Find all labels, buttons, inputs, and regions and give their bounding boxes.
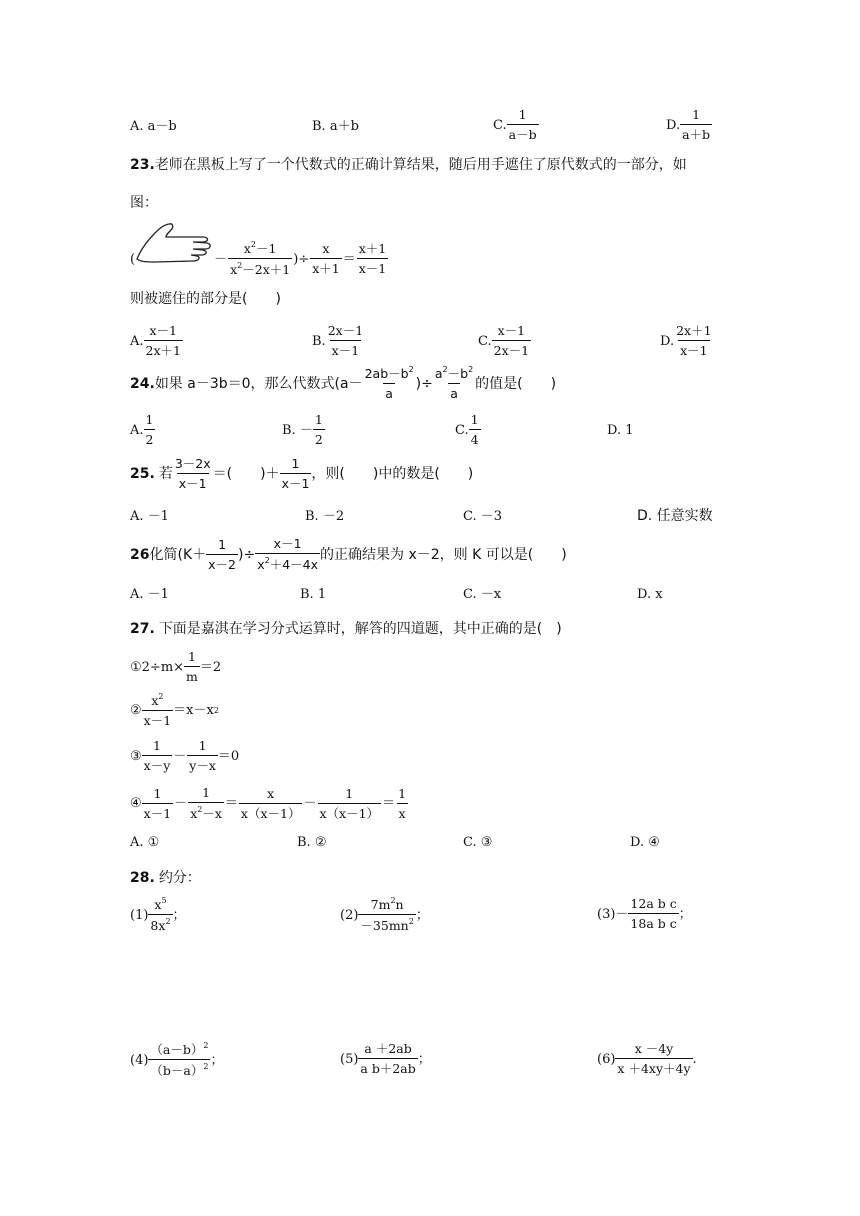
- q23-option-c: C. $\frac{x-1}{2x-1}$: [478, 323, 530, 359]
- q27-option-d: D. ④: [630, 835, 660, 850]
- q28-part-2: (2) $\frac{7m^2n}{-35mn^2}$ ；: [340, 896, 429, 934]
- q25-option-a: A. －1: [130, 509, 169, 524]
- q23-text-line1: 23.老师在黑板上写了一个代数式的正确计算结果，随后用手遮住了原代数式的一部分，如: [130, 157, 687, 173]
- q25-text: 25. 若 $\frac{3-2x}{x-1}$ ＝( )＋ $\frac{1}{x-1}$ ，则( )中的数是( ): [130, 456, 474, 492]
- fraction: $\frac{1}{x-2}$: [208, 536, 236, 572]
- q24-text: 24. 如果 a－3b＝0，那么代数式(a－ $\frac{2ab-b^2}{a}$ )÷ $\frac{a^2-b^2}{a}$ 的值是( ): [130, 365, 557, 402]
- fraction: $\frac{1}{4}$: [470, 412, 479, 448]
- fraction: $\frac{2ab-b^2}{a}$: [364, 365, 414, 402]
- fraction: $\frac{a^2-b^2}{a}$: [434, 365, 474, 402]
- fraction: $\frac{a +2ab}{\text{a b＋2ab}}$: [360, 1041, 416, 1077]
- q23-question: 则被遮住的部分是( ): [130, 291, 281, 307]
- q23-option-d: D. $\frac{2x+1}{x-1}$: [660, 323, 712, 359]
- q27-option-a: A. ①: [130, 835, 160, 850]
- q28-part-1: (1) $\frac{x^5}{8x^2}$ ；: [130, 896, 186, 934]
- q26-option-c: C. －x: [463, 587, 502, 602]
- q24-option-a: A. $\frac{1}{2}$: [130, 412, 154, 448]
- fraction: $\frac{1}{x}$: [398, 785, 407, 821]
- q24-option-d: D. 1: [607, 423, 634, 438]
- fraction: $\frac{2x-1}{x-1}$: [327, 323, 364, 359]
- fraction: $\frac{1}{x-1}$: [281, 456, 310, 492]
- q27-option-c: C. ③: [463, 835, 493, 850]
- q26-text: 26 化简(K＋ $\frac{1}{x-2}$ )÷ $\frac{x-1}{x^2+4-4x}$ 的正确结果为 x－2，则 K 可以是( ): [130, 536, 567, 573]
- q22-option-c: C. $\frac{1}{a-b}$: [493, 107, 537, 143]
- q25-option-b: B. －2: [305, 509, 345, 524]
- fraction: $\frac{3-2x}{x-1}$: [174, 456, 211, 492]
- fraction: $\frac{1}{2}$: [145, 412, 154, 448]
- q23-option-b: B. $\frac{2x-1}{x-1}$: [312, 323, 364, 359]
- fraction: $\frac{1}{x-y}$: [143, 738, 171, 774]
- q27-item-4: ④ $\frac{1}{x-1}$ － $\frac{1}{x^2-x}$ ＝ $\frac{x}{x(x-1)}$ － $\frac{1}{x(x-1)}$ ＝ $\frac{1}{x}$: [130, 785, 407, 822]
- q24-option-c: C. $\frac{1}{4}$: [455, 412, 479, 448]
- fraction: $\frac{7m^2n}{-35mn^2}$: [360, 896, 414, 934]
- fraction: $\frac{1}{x(x-1)}$: [319, 785, 380, 821]
- fraction: $\frac{1}{2}$: [314, 412, 323, 448]
- fraction: $\frac{x-1}{2x+1}$: [145, 323, 181, 359]
- q22-option-d: D. $\frac{1}{a+b}$: [666, 107, 711, 143]
- fraction: $\frac{2x+1}{x-1}$: [676, 323, 712, 359]
- fraction: $\frac{x -4y}{x +4xy+4y}$: [617, 1041, 691, 1077]
- fraction: $\frac{1}{x^2-x}$: [190, 785, 222, 822]
- q26-option-b: B. 1: [300, 587, 327, 602]
- q23-option-a: A. $\frac{x-1}{2x+1}$: [130, 323, 181, 359]
- q23-text-line2: 图：: [130, 195, 158, 211]
- fraction: $\frac{x-1}{x^2+4-4x}$: [257, 536, 319, 573]
- fraction: $\frac{1}{y-x}$: [189, 738, 216, 774]
- q28-part-5: (5) $\frac{a +2ab}{\text{a b＋2ab}}$ ；: [340, 1041, 431, 1077]
- fraction: $\frac{x}{x+1}$: [312, 241, 340, 277]
- q23-expression: ( － $\frac{x^2-1}{x^2-2x+1}$ )÷ $\frac{x}{x+1}$ ＝ $\frac{x+1}{x-1}$: [130, 240, 387, 278]
- fraction: $\frac{x^5}{8x^2}$: [150, 896, 171, 934]
- q26-option-d: D. x: [637, 587, 663, 602]
- fraction: $\frac{x+1}{x-1}$: [358, 241, 387, 277]
- fraction: $\frac{x^2}{x-1}$: [143, 692, 172, 729]
- fraction: $\frac{x}{x(x-1)}$: [240, 785, 301, 821]
- fraction: $\frac{1}{a+b}$: [682, 107, 711, 143]
- fraction: $\frac{1}{x-1}$: [143, 785, 172, 821]
- q28-text: 28. 约分：: [130, 870, 201, 886]
- q27-item-2: ② $\frac{x^2}{x-1}$ ＝x－x 2: [130, 692, 219, 729]
- fraction: $\frac{(a-b)^2}{(b-a)^2}$: [150, 1041, 209, 1079]
- fraction: $\frac{\text{12a b c}}{\text{18a b c}}$: [630, 896, 677, 932]
- fraction: $\frac{1}{m}$: [186, 649, 198, 685]
- q25-option-d: D. 任意实数: [637, 508, 713, 524]
- q22-option-a: A. a－b: [130, 119, 177, 134]
- q28-part-6: (6) $\frac{x -4y}{x +4xy+4y}$ .: [597, 1041, 697, 1077]
- q27-text: 27. 下面是嘉淇在学习分式运算时，解答的四道题，其中正确的是( ): [130, 621, 562, 637]
- fraction: $\frac{x-1}{2x-1}$: [493, 323, 530, 359]
- q27-option-b: B. ②: [297, 835, 327, 850]
- q26-option-a: A. －1: [130, 587, 169, 602]
- q25-option-c: C. －3: [463, 509, 503, 524]
- fraction: $\frac{1}{a-b}$: [508, 107, 537, 143]
- q22-option-b: B. a＋b: [312, 119, 359, 134]
- fraction: $\frac{x^2-1}{x^2-2x+1}$: [230, 240, 291, 278]
- q28-part-3: (3)－ $\frac{\text{12a b c}}{\text{18a b c}}$ ；: [597, 896, 692, 932]
- q27-item-3: ③ $\frac{1}{x-y}$ － $\frac{1}{y-x}$ ＝0: [130, 738, 240, 774]
- q27-item-1: ①2÷m× $\frac{1}{m}$ ＝2: [130, 649, 222, 685]
- q24-option-b: B. － $\frac{1}{2}$: [282, 412, 323, 448]
- q28-part-4: (4) $\frac{(a-b)^2}{(b-a)^2}$ ；: [130, 1041, 224, 1079]
